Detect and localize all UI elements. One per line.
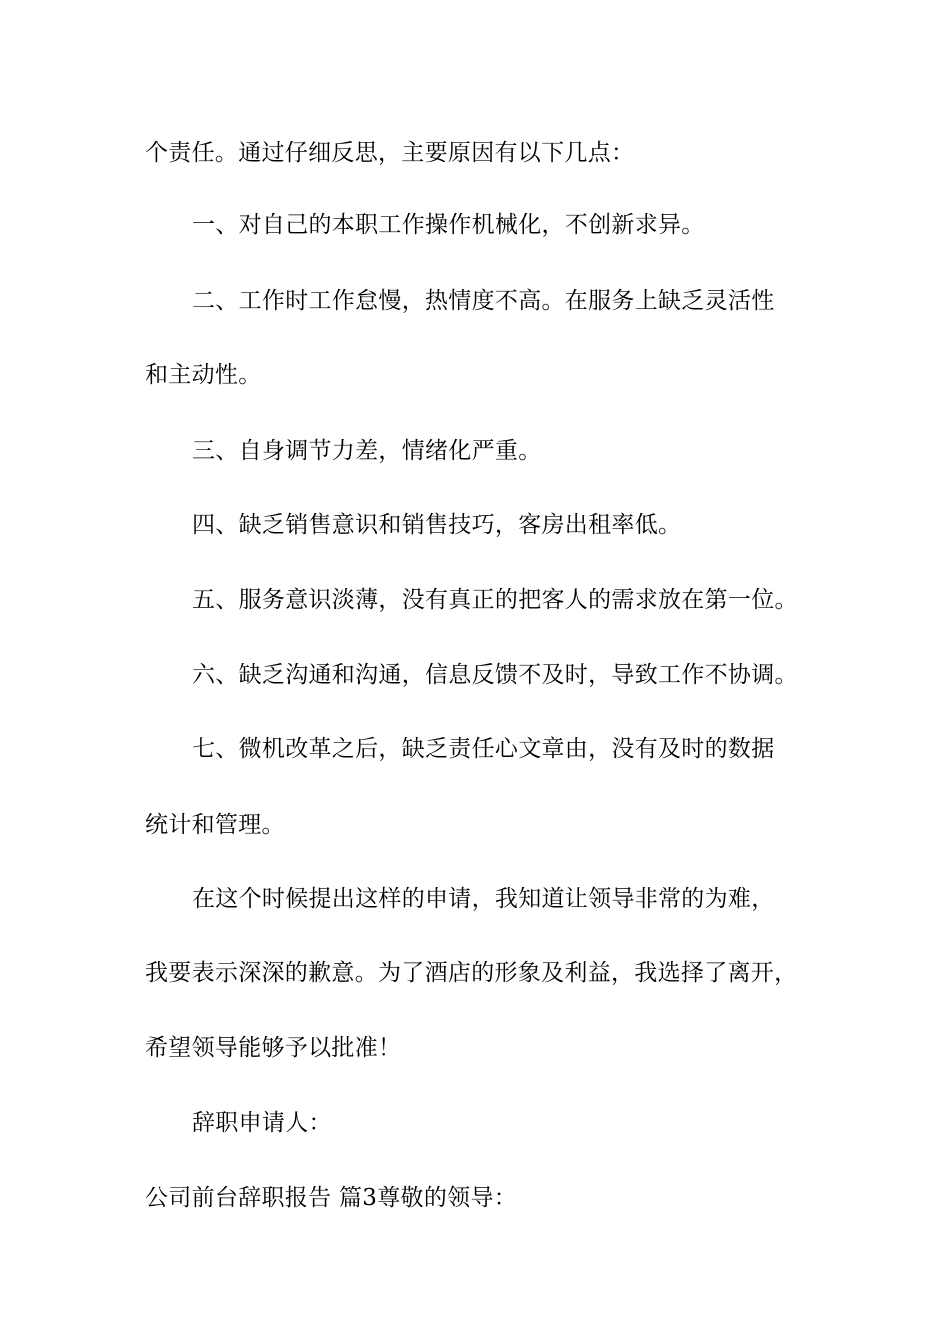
next-section-heading: 公司前台辞职报告 篇3尊敬的领导： xyxy=(145,1185,518,1211)
closing-paragraph-line-2: 我要表示深深的歉意。为了酒店的形象及利益，我选择了离开， xyxy=(145,960,798,986)
closing-paragraph-line-1: 在这个时候提出这样的申请，我知道让领导非常的为难， xyxy=(192,886,775,912)
reason-item-7-continued: 统计和管理。 xyxy=(145,812,285,838)
reason-item-5: 五、服务意识淡薄，没有真正的把客人的需求放在第一位。 xyxy=(192,587,798,613)
closing-paragraph-line-3: 希望领导能够予以批准！ xyxy=(145,1035,402,1061)
reason-item-6: 六、缺乏沟通和沟通，信息反馈不及时，导致工作不协调。 xyxy=(192,662,798,688)
signature-label: 辞职申请人： xyxy=(192,1110,332,1136)
reason-item-2-continued: 和主动性。 xyxy=(145,362,262,388)
reason-item-1: 一、对自己的本职工作操作机械化，不创新求异。 xyxy=(192,212,705,238)
text-line-1: 个责任。通过仔细反思，主要原因有以下几点： xyxy=(145,140,635,166)
reason-item-7: 七、微机改革之后，缺乏责任心文章由，没有及时的数据 xyxy=(192,736,775,762)
reason-item-4: 四、缺乏销售意识和销售技巧，客房出租率低。 xyxy=(192,512,682,538)
reason-item-2: 二、工作时工作怠慢，热情度不高。在服务上缺乏灵活性 xyxy=(192,288,775,314)
reason-item-3: 三、自身调节力差，情绪化严重。 xyxy=(192,438,542,464)
